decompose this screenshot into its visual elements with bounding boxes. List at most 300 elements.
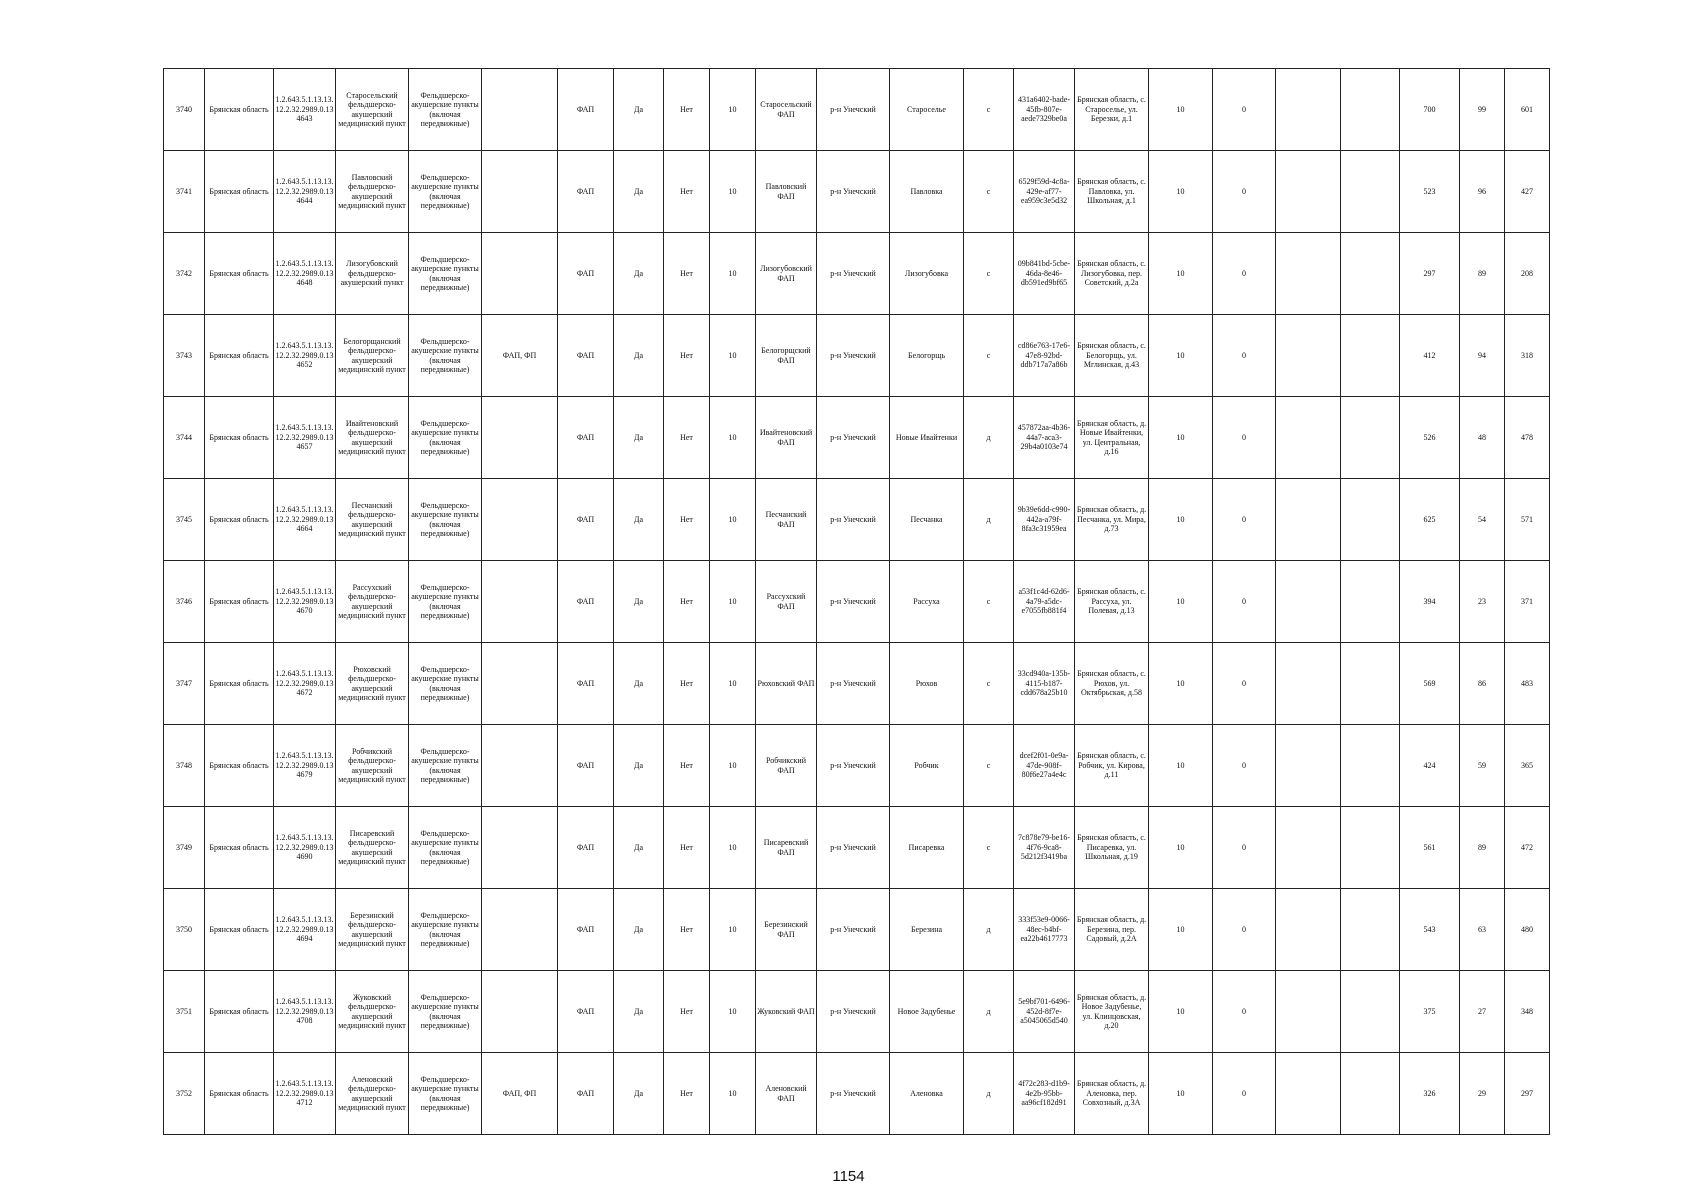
table-row bbox=[164, 889, 1550, 971]
flag-yes-cell: Да bbox=[614, 561, 664, 643]
table-row bbox=[164, 151, 1550, 233]
facility-type-cell: Фельдшерско-акушерские пункты (включая передвижные) bbox=[409, 889, 482, 971]
value1-cell: 10 bbox=[1149, 889, 1213, 971]
flag-no-cell: Нет bbox=[664, 561, 710, 643]
value1-cell: 10 bbox=[1149, 1053, 1213, 1135]
flag-no-cell: Нет bbox=[664, 151, 710, 233]
value3-cell bbox=[1276, 889, 1341, 971]
region-cell: Брянская область bbox=[205, 1053, 274, 1135]
alt-type-cell bbox=[482, 889, 558, 971]
population-b-cell: 348 bbox=[1505, 971, 1550, 1053]
population-b-cell: 571 bbox=[1505, 479, 1550, 561]
short-name-cell: Белогорщский ФАП bbox=[756, 315, 817, 397]
value2-cell: 0 bbox=[1213, 315, 1276, 397]
population-b-cell: 318 bbox=[1505, 315, 1550, 397]
population-total-cell: 326 bbox=[1400, 1053, 1460, 1135]
short-name-cell: Аленовский ФАП bbox=[756, 1053, 817, 1135]
address-cell: Брянская область, д. Аленовка, пер. Совхозный, д.3А bbox=[1075, 1053, 1149, 1135]
kind-cell: ФАП bbox=[558, 315, 614, 397]
oid-cell: 1.2.643.5.1.13.13.12.2.32.2989.0.134690 bbox=[274, 807, 336, 889]
value4-cell bbox=[1341, 889, 1400, 971]
region-cell: Брянская область bbox=[205, 397, 274, 479]
value2-cell: 0 bbox=[1213, 233, 1276, 315]
short-name-cell: Песчанский ФАП bbox=[756, 479, 817, 561]
value1-cell: 10 bbox=[1149, 151, 1213, 233]
population-b-cell: 427 bbox=[1505, 151, 1550, 233]
guid-cell: 333f53e9-0066-48ec-b4bf-ea22b4617773 bbox=[1014, 889, 1075, 971]
row-number-cell: 3742 bbox=[164, 233, 205, 315]
population-a-cell: 63 bbox=[1460, 889, 1505, 971]
table-row bbox=[164, 725, 1550, 807]
value2-cell: 0 bbox=[1213, 479, 1276, 561]
code-cell: 10 bbox=[710, 233, 756, 315]
value2-cell: 0 bbox=[1213, 889, 1276, 971]
value2-cell: 0 bbox=[1213, 69, 1276, 151]
code-cell: 10 bbox=[710, 151, 756, 233]
population-total-cell: 412 bbox=[1400, 315, 1460, 397]
value3-cell bbox=[1276, 233, 1341, 315]
address-cell: Брянская область, д. Новое Задубенье, ул. Клинцовская, д.20 bbox=[1075, 971, 1149, 1053]
value2-cell: 0 bbox=[1213, 397, 1276, 479]
population-total-cell: 424 bbox=[1400, 725, 1460, 807]
row-number-cell: 3744 bbox=[164, 397, 205, 479]
district-cell: р-н Унечский bbox=[817, 151, 890, 233]
oid-cell: 1.2.643.5.1.13.13.12.2.32.2989.0.134712 bbox=[274, 1053, 336, 1135]
table-row bbox=[164, 69, 1550, 151]
flag-no-cell: Нет bbox=[664, 397, 710, 479]
table-row bbox=[164, 1053, 1550, 1135]
code-cell: 10 bbox=[710, 971, 756, 1053]
population-a-cell: 29 bbox=[1460, 1053, 1505, 1135]
oid-cell: 1.2.643.5.1.13.13.12.2.32.2989.0.134652 bbox=[274, 315, 336, 397]
alt-type-cell bbox=[482, 479, 558, 561]
district-cell: р-н Унечский bbox=[817, 479, 890, 561]
address-cell: Брянская область, с. Павловка, ул. Школьная, д.1 bbox=[1075, 151, 1149, 233]
alt-type-cell: ФАП, ФП bbox=[482, 1053, 558, 1135]
facility-type-cell: Фельдшерско-акушерские пункты (включая передвижные) bbox=[409, 971, 482, 1053]
population-a-cell: 96 bbox=[1460, 151, 1505, 233]
flag-no-cell: Нет bbox=[664, 725, 710, 807]
alt-type-cell bbox=[482, 233, 558, 315]
value1-cell: 10 bbox=[1149, 725, 1213, 807]
value4-cell bbox=[1341, 725, 1400, 807]
guid-cell: 5e9bf701-6496-452d-8f7e-a5045065d540 bbox=[1014, 971, 1075, 1053]
locality-cell: Белогорщь bbox=[890, 315, 964, 397]
oid-cell: 1.2.643.5.1.13.13.12.2.32.2989.0.134664 bbox=[274, 479, 336, 561]
kind-cell: ФАП bbox=[558, 889, 614, 971]
locality-cell: Новое Задубенье bbox=[890, 971, 964, 1053]
value2-cell: 0 bbox=[1213, 807, 1276, 889]
full-name-cell: Белогорщанский фельдшерско-акушерский медицинский пункт bbox=[336, 315, 409, 397]
value3-cell bbox=[1276, 725, 1341, 807]
population-total-cell: 561 bbox=[1400, 807, 1460, 889]
guid-cell: 09b841bd-5cbe-46da-8e46-db591ed9bf65 bbox=[1014, 233, 1075, 315]
address-cell: Брянская область, д. Песчанка, ул. Мира, д.73 bbox=[1075, 479, 1149, 561]
value2-cell: 0 bbox=[1213, 643, 1276, 725]
row-number-cell: 3747 bbox=[164, 643, 205, 725]
value4-cell bbox=[1341, 479, 1400, 561]
code-cell: 10 bbox=[710, 479, 756, 561]
value2-cell: 0 bbox=[1213, 725, 1276, 807]
table-row bbox=[164, 807, 1550, 889]
short-name-cell: Павловский ФАП bbox=[756, 151, 817, 233]
value3-cell bbox=[1276, 397, 1341, 479]
full-name-cell: Березинский фельдшерско-акушерский медицинский пункт bbox=[336, 889, 409, 971]
short-name-cell: Рюховский ФАП bbox=[756, 643, 817, 725]
value1-cell: 10 bbox=[1149, 397, 1213, 479]
oid-cell: 1.2.643.5.1.13.13.12.2.32.2989.0.134679 bbox=[274, 725, 336, 807]
code-cell: 10 bbox=[710, 69, 756, 151]
row-number-cell: 3746 bbox=[164, 561, 205, 643]
flag-yes-cell: Да bbox=[614, 1053, 664, 1135]
kind-cell: ФАП bbox=[558, 69, 614, 151]
address-cell: Брянская область, д. Новые Ивайтенки, ул. Центральная, д.16 bbox=[1075, 397, 1149, 479]
full-name-cell: Рюховский фельдшерско-акушерский медицинский пункт bbox=[336, 643, 409, 725]
locality-cell: Староселье bbox=[890, 69, 964, 151]
code-cell: 10 bbox=[710, 643, 756, 725]
population-b-cell: 480 bbox=[1505, 889, 1550, 971]
region-cell: Брянская область bbox=[205, 643, 274, 725]
code-cell: 10 bbox=[710, 807, 756, 889]
population-a-cell: 23 bbox=[1460, 561, 1505, 643]
value4-cell bbox=[1341, 1053, 1400, 1135]
value2-cell: 0 bbox=[1213, 151, 1276, 233]
full-name-cell: Жуковский фельдшерско-акушерский медицинский пункт bbox=[336, 971, 409, 1053]
population-a-cell: 89 bbox=[1460, 807, 1505, 889]
full-name-cell: Ивайтеновский фельдшерско-акушерский медицинский пункт bbox=[336, 397, 409, 479]
full-name-cell: Старосельский фельдшерско-акушерский медицинский пункт bbox=[336, 69, 409, 151]
row-number-cell: 3748 bbox=[164, 725, 205, 807]
address-cell: Брянская область, д. Березина, пер. Садовый, д.2А bbox=[1075, 889, 1149, 971]
guid-cell: 457872aa-4b36-44a7-aca3-29b4a0103e74 bbox=[1014, 397, 1075, 479]
region-cell: Брянская область bbox=[205, 725, 274, 807]
district-cell: р-н Унечский bbox=[817, 397, 890, 479]
guid-cell: 4f72c283-d1b9-4e2b-95bb-aa96cf182d91 bbox=[1014, 1053, 1075, 1135]
flag-yes-cell: Да bbox=[614, 479, 664, 561]
flag-yes-cell: Да bbox=[614, 971, 664, 1053]
locality-cell: Лизогубовка bbox=[890, 233, 964, 315]
alt-type-cell bbox=[482, 561, 558, 643]
facility-type-cell: Фельдшерско-акушерские пункты (включая передвижные) bbox=[409, 643, 482, 725]
short-name-cell: Рассухский ФАП bbox=[756, 561, 817, 643]
locality-type-cell: с bbox=[964, 643, 1014, 725]
alt-type-cell bbox=[482, 397, 558, 479]
population-total-cell: 297 bbox=[1400, 233, 1460, 315]
guid-cell: cd86e763-17e6-47e8-92bd-ddb717a7a86b bbox=[1014, 315, 1075, 397]
guid-cell: 7c878e79-be16-4f76-9ca8-5d212f3419ba bbox=[1014, 807, 1075, 889]
flag-no-cell: Нет bbox=[664, 971, 710, 1053]
kind-cell: ФАП bbox=[558, 643, 614, 725]
oid-cell: 1.2.643.5.1.13.13.12.2.32.2989.0.134708 bbox=[274, 971, 336, 1053]
region-cell: Брянская область bbox=[205, 807, 274, 889]
locality-type-cell: д bbox=[964, 889, 1014, 971]
oid-cell: 1.2.643.5.1.13.13.12.2.32.2989.0.134648 bbox=[274, 233, 336, 315]
population-a-cell: 86 bbox=[1460, 643, 1505, 725]
guid-cell: 33cd940a-135b-4115-b187-cdd678a25b10 bbox=[1014, 643, 1075, 725]
region-cell: Брянская область bbox=[205, 233, 274, 315]
population-total-cell: 625 bbox=[1400, 479, 1460, 561]
district-cell: р-н Унечский bbox=[817, 725, 890, 807]
guid-cell: 6529f59d-4c8a-429e-af77-ea959c3e5d32 bbox=[1014, 151, 1075, 233]
short-name-cell: Робчикский ФАП bbox=[756, 725, 817, 807]
facilities-table bbox=[163, 68, 1550, 1135]
district-cell: р-н Унечский bbox=[817, 643, 890, 725]
facility-type-cell: Фельдшерско-акушерские пункты (включая передвижные) bbox=[409, 69, 482, 151]
flag-yes-cell: Да bbox=[614, 889, 664, 971]
short-name-cell: Жуковский ФАП bbox=[756, 971, 817, 1053]
population-b-cell: 478 bbox=[1505, 397, 1550, 479]
locality-cell: Рюхов bbox=[890, 643, 964, 725]
oid-cell: 1.2.643.5.1.13.13.12.2.32.2989.0.134672 bbox=[274, 643, 336, 725]
value4-cell bbox=[1341, 315, 1400, 397]
value2-cell: 0 bbox=[1213, 971, 1276, 1053]
guid-cell: 431a6402-bade-45fb-807e-aede7329be0a bbox=[1014, 69, 1075, 151]
kind-cell: ФАП bbox=[558, 807, 614, 889]
facility-type-cell: Фельдшерско-акушерские пункты (включая передвижные) bbox=[409, 807, 482, 889]
population-total-cell: 394 bbox=[1400, 561, 1460, 643]
kind-cell: ФАП bbox=[558, 151, 614, 233]
locality-cell: Песчанка bbox=[890, 479, 964, 561]
flag-yes-cell: Да bbox=[614, 643, 664, 725]
full-name-cell: Павловский фельдшерско-акушерский медицинский пункт bbox=[336, 151, 409, 233]
population-b-cell: 601 bbox=[1505, 69, 1550, 151]
locality-cell: Рассуха bbox=[890, 561, 964, 643]
alt-type-cell bbox=[482, 69, 558, 151]
address-cell: Брянская область, с. Робчик, ул. Кирова, д.11 bbox=[1075, 725, 1149, 807]
alt-type-cell bbox=[482, 151, 558, 233]
kind-cell: ФАП bbox=[558, 971, 614, 1053]
guid-cell: dcef2f01-0e9a-47de-908f-80f6e27a4e4c bbox=[1014, 725, 1075, 807]
full-name-cell: Песчанский фельдшерско-акушерский медицинский пункт bbox=[336, 479, 409, 561]
district-cell: р-н Унечский bbox=[817, 315, 890, 397]
facility-type-cell: Фельдшерско-акушерские пункты (включая передвижные) bbox=[409, 151, 482, 233]
table-row bbox=[164, 315, 1550, 397]
district-cell: р-н Унечский bbox=[817, 971, 890, 1053]
address-cell: Брянская область, с. Лизогубовка, пер. Советский, д.2а bbox=[1075, 233, 1149, 315]
address-cell: Брянская область, с. Рюхов, ул. Октябрьская, д.58 bbox=[1075, 643, 1149, 725]
table-row bbox=[164, 643, 1550, 725]
value1-cell: 10 bbox=[1149, 479, 1213, 561]
flag-no-cell: Нет bbox=[664, 233, 710, 315]
value3-cell bbox=[1276, 971, 1341, 1053]
value1-cell: 10 bbox=[1149, 561, 1213, 643]
facility-type-cell: Фельдшерско-акушерские пункты (включая передвижные) bbox=[409, 1053, 482, 1135]
locality-type-cell: с bbox=[964, 233, 1014, 315]
locality-type-cell: д bbox=[964, 479, 1014, 561]
code-cell: 10 bbox=[710, 397, 756, 479]
flag-yes-cell: Да bbox=[614, 315, 664, 397]
flag-no-cell: Нет bbox=[664, 889, 710, 971]
table-row bbox=[164, 397, 1550, 479]
population-b-cell: 371 bbox=[1505, 561, 1550, 643]
full-name-cell: Писаревский фельдшерско-акушерский медицинский пункт bbox=[336, 807, 409, 889]
population-b-cell: 483 bbox=[1505, 643, 1550, 725]
value3-cell bbox=[1276, 315, 1341, 397]
value1-cell: 10 bbox=[1149, 643, 1213, 725]
population-a-cell: 27 bbox=[1460, 971, 1505, 1053]
short-name-cell: Березинский ФАП bbox=[756, 889, 817, 971]
row-number-cell: 3745 bbox=[164, 479, 205, 561]
population-a-cell: 99 bbox=[1460, 69, 1505, 151]
locality-type-cell: д bbox=[964, 397, 1014, 479]
region-cell: Брянская область bbox=[205, 561, 274, 643]
kind-cell: ФАП bbox=[558, 397, 614, 479]
guid-cell: 9b39e6dd-c990-442a-a79f-8fa3c31959ea bbox=[1014, 479, 1075, 561]
flag-yes-cell: Да bbox=[614, 233, 664, 315]
region-cell: Брянская область bbox=[205, 69, 274, 151]
district-cell: р-н Унечский bbox=[817, 807, 890, 889]
locality-type-cell: с bbox=[964, 151, 1014, 233]
region-cell: Брянская область bbox=[205, 971, 274, 1053]
population-a-cell: 89 bbox=[1460, 233, 1505, 315]
kind-cell: ФАП bbox=[558, 479, 614, 561]
value1-cell: 10 bbox=[1149, 233, 1213, 315]
alt-type-cell bbox=[482, 971, 558, 1053]
flag-no-cell: Нет bbox=[664, 643, 710, 725]
oid-cell: 1.2.643.5.1.13.13.12.2.32.2989.0.134644 bbox=[274, 151, 336, 233]
full-name-cell: Аленовский фельдшерско-акушерский медицинский пункт bbox=[336, 1053, 409, 1135]
flag-no-cell: Нет bbox=[664, 1053, 710, 1135]
locality-type-cell: д bbox=[964, 971, 1014, 1053]
region-cell: Брянская область bbox=[205, 479, 274, 561]
population-total-cell: 523 bbox=[1400, 151, 1460, 233]
code-cell: 10 bbox=[710, 315, 756, 397]
value4-cell bbox=[1341, 561, 1400, 643]
flag-no-cell: Нет bbox=[664, 69, 710, 151]
kind-cell: ФАП bbox=[558, 1053, 614, 1135]
alt-type-cell bbox=[482, 725, 558, 807]
address-cell: Брянская область, с. Рассуха, ул. Полевая, д.13 bbox=[1075, 561, 1149, 643]
locality-type-cell: с bbox=[964, 315, 1014, 397]
facility-type-cell: Фельдшерско-акушерские пункты (включая передвижные) bbox=[409, 315, 482, 397]
value4-cell bbox=[1341, 69, 1400, 151]
kind-cell: ФАП bbox=[558, 561, 614, 643]
table-row bbox=[164, 561, 1550, 643]
value2-cell: 0 bbox=[1213, 561, 1276, 643]
population-total-cell: 543 bbox=[1400, 889, 1460, 971]
flag-no-cell: Нет bbox=[664, 479, 710, 561]
value1-cell: 10 bbox=[1149, 69, 1213, 151]
code-cell: 10 bbox=[710, 725, 756, 807]
locality-cell: Писаревка bbox=[890, 807, 964, 889]
locality-cell: Новые Ивайтенки bbox=[890, 397, 964, 479]
population-a-cell: 54 bbox=[1460, 479, 1505, 561]
flag-yes-cell: Да bbox=[614, 807, 664, 889]
population-a-cell: 59 bbox=[1460, 725, 1505, 807]
value4-cell bbox=[1341, 807, 1400, 889]
row-number-cell: 3743 bbox=[164, 315, 205, 397]
address-cell: Брянская область, с. Белогорщь, ул. Мглинская, д.43 bbox=[1075, 315, 1149, 397]
oid-cell: 1.2.643.5.1.13.13.12.2.32.2989.0.134670 bbox=[274, 561, 336, 643]
locality-cell: Аленовка bbox=[890, 1053, 964, 1135]
alt-type-cell bbox=[482, 807, 558, 889]
value4-cell bbox=[1341, 151, 1400, 233]
row-number-cell: 3741 bbox=[164, 151, 205, 233]
population-total-cell: 569 bbox=[1400, 643, 1460, 725]
short-name-cell: Писаревский ФАП bbox=[756, 807, 817, 889]
row-number-cell: 3751 bbox=[164, 971, 205, 1053]
value4-cell bbox=[1341, 971, 1400, 1053]
value4-cell bbox=[1341, 643, 1400, 725]
row-number-cell: 3752 bbox=[164, 1053, 205, 1135]
district-cell: р-н Унечский bbox=[817, 1053, 890, 1135]
alt-type-cell bbox=[482, 643, 558, 725]
facility-type-cell: Фельдшерско-акушерские пункты (включая передвижные) bbox=[409, 725, 482, 807]
row-number-cell: 3749 bbox=[164, 807, 205, 889]
locality-cell: Березина bbox=[890, 889, 964, 971]
table-row bbox=[164, 479, 1550, 561]
district-cell: р-н Унечский bbox=[817, 561, 890, 643]
code-cell: 10 bbox=[710, 1053, 756, 1135]
value1-cell: 10 bbox=[1149, 315, 1213, 397]
alt-type-cell: ФАП, ФП bbox=[482, 315, 558, 397]
short-name-cell: Лизогубовский ФАП bbox=[756, 233, 817, 315]
facility-type-cell: Фельдшерско-акушерские пункты (включая передвижные) bbox=[409, 561, 482, 643]
flag-yes-cell: Да bbox=[614, 69, 664, 151]
guid-cell: a53f1c4d-62d6-4a79-a5dc-e7055fb881f4 bbox=[1014, 561, 1075, 643]
locality-type-cell: с bbox=[964, 807, 1014, 889]
table-row bbox=[164, 233, 1550, 315]
short-name-cell: Ивайтеновский ФАП bbox=[756, 397, 817, 479]
region-cell: Брянская область bbox=[205, 151, 274, 233]
value2-cell: 0 bbox=[1213, 1053, 1276, 1135]
facility-type-cell: Фельдшерско-акушерские пункты (включая передвижные) bbox=[409, 479, 482, 561]
facilities-table-body bbox=[164, 69, 1550, 1135]
value3-cell bbox=[1276, 807, 1341, 889]
page-number: 1154 bbox=[832, 1168, 865, 1185]
flag-yes-cell: Да bbox=[614, 151, 664, 233]
locality-type-cell: с bbox=[964, 69, 1014, 151]
full-name-cell: Рассухский фельдшерско-акушерский медицинский пункт bbox=[336, 561, 409, 643]
value3-cell bbox=[1276, 479, 1341, 561]
flag-no-cell: Нет bbox=[664, 315, 710, 397]
district-cell: р-н Унечский bbox=[817, 889, 890, 971]
value1-cell: 10 bbox=[1149, 807, 1213, 889]
value4-cell bbox=[1341, 397, 1400, 479]
oid-cell: 1.2.643.5.1.13.13.12.2.32.2989.0.134694 bbox=[274, 889, 336, 971]
short-name-cell: Старосельский ФАП bbox=[756, 69, 817, 151]
value3-cell bbox=[1276, 643, 1341, 725]
flag-yes-cell: Да bbox=[614, 725, 664, 807]
population-total-cell: 375 bbox=[1400, 971, 1460, 1053]
value3-cell bbox=[1276, 151, 1341, 233]
population-a-cell: 48 bbox=[1460, 397, 1505, 479]
region-cell: Брянская область bbox=[205, 315, 274, 397]
address-cell: Брянская область, с. Староселье, ул. Березки, д.1 bbox=[1075, 69, 1149, 151]
facility-type-cell: Фельдшерско-акушерские пункты (включая передвижные) bbox=[409, 233, 482, 315]
oid-cell: 1.2.643.5.1.13.13.12.2.32.2989.0.134657 bbox=[274, 397, 336, 479]
district-cell: р-н Унечский bbox=[817, 69, 890, 151]
locality-type-cell: с bbox=[964, 561, 1014, 643]
population-b-cell: 297 bbox=[1505, 1053, 1550, 1135]
population-b-cell: 472 bbox=[1505, 807, 1550, 889]
value3-cell bbox=[1276, 1053, 1341, 1135]
code-cell: 10 bbox=[710, 561, 756, 643]
locality-cell: Робчик bbox=[890, 725, 964, 807]
locality-cell: Павловка bbox=[890, 151, 964, 233]
address-cell: Брянская область, с. Писаревка, ул. Школьная, д.19 bbox=[1075, 807, 1149, 889]
flag-no-cell: Нет bbox=[664, 807, 710, 889]
row-number-cell: 3750 bbox=[164, 889, 205, 971]
population-total-cell: 700 bbox=[1400, 69, 1460, 151]
code-cell: 10 bbox=[710, 889, 756, 971]
district-cell: р-н Унечский bbox=[817, 233, 890, 315]
value4-cell bbox=[1341, 233, 1400, 315]
full-name-cell: Лизогубовский фельдшерско-акушерский пункт bbox=[336, 233, 409, 315]
value1-cell: 10 bbox=[1149, 971, 1213, 1053]
table-row bbox=[164, 971, 1550, 1053]
flag-yes-cell: Да bbox=[614, 397, 664, 479]
